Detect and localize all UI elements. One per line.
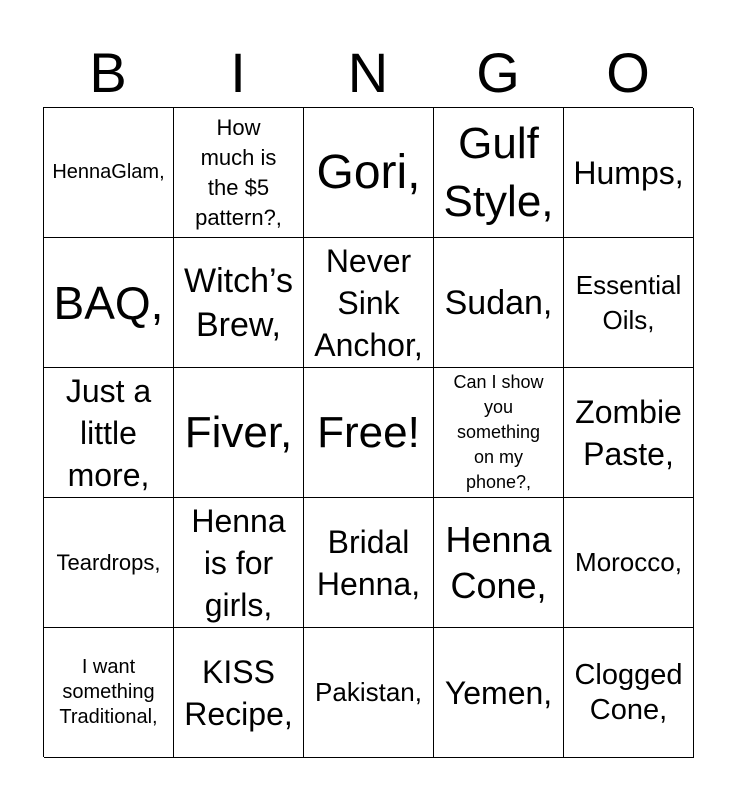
bingo-cell[interactable] — [564, 368, 694, 498]
bingo-cell[interactable] — [174, 628, 304, 758]
bingo-cell[interactable] — [44, 498, 174, 628]
cell-label: Henna Cone, — [445, 518, 552, 606]
cell-label: Witch’s Brew, — [184, 261, 293, 344]
cell-label: How much is the $5 pattern?, — [195, 114, 282, 230]
cell-label: KISS Recipe, — [184, 653, 293, 732]
bingo-cell[interactable] — [174, 108, 304, 238]
cell-label: Never Sink Anchor, — [314, 242, 423, 363]
header-letter-i: I — [230, 41, 246, 104]
bingo-cell[interactable] — [304, 238, 434, 368]
bingo-cell[interactable] — [564, 238, 694, 368]
cell-label: Essential Oils, — [575, 269, 682, 335]
bingo-cell[interactable] — [174, 368, 304, 498]
bingo-cell[interactable] — [44, 628, 174, 758]
cell-label: Zombie Paste, — [575, 393, 682, 472]
cell-label: Clogged Cone, — [574, 658, 683, 726]
bingo-board — [43, 107, 693, 757]
bingo-cell[interactable] — [44, 238, 174, 368]
bingo-cell[interactable] — [434, 108, 564, 238]
cell-label: Yemen, — [444, 674, 553, 711]
bingo-header — [43, 42, 693, 104]
cell-label: Fiver, — [184, 407, 293, 457]
bingo-cell[interactable] — [564, 628, 694, 758]
cell-label: HennaGlam, — [52, 161, 165, 183]
cell-label: Just a little more, — [65, 372, 152, 493]
header-letter-n: N — [347, 41, 389, 104]
bingo-cell[interactable] — [434, 238, 564, 368]
cell-label: I want something Traditional, — [59, 656, 158, 728]
cell-label: BAQ, — [53, 276, 164, 329]
cell-label: Bridal Henna, — [316, 523, 421, 602]
cell-label: Henna is for girls, — [191, 502, 286, 623]
cell-label: Pakistan, — [315, 677, 422, 707]
bingo-cell[interactable] — [44, 108, 174, 238]
bingo-cell[interactable] — [434, 368, 564, 498]
bingo-cell[interactable] — [304, 628, 434, 758]
bingo-cell[interactable] — [564, 108, 694, 238]
bingo-cell[interactable] — [304, 108, 434, 238]
header-letter-g: G — [476, 41, 520, 104]
free-space-label: Free! — [317, 407, 420, 457]
bingo-cell[interactable] — [434, 628, 564, 758]
bingo-cell[interactable] — [174, 238, 304, 368]
bingo-cell[interactable] — [174, 498, 304, 628]
cell-label: Teardrops, — [56, 549, 161, 575]
bingo-cell[interactable] — [434, 498, 564, 628]
bingo-cell[interactable] — [564, 498, 694, 628]
cell-label: Humps, — [573, 154, 684, 191]
header-letter-o: O — [606, 41, 650, 104]
cell-label: Can I show you something on my phone?, — [453, 372, 544, 492]
header-letter-b: B — [89, 41, 127, 104]
cell-label: Sudan, — [444, 283, 553, 322]
cell-label: Morocco, — [575, 547, 682, 577]
cell-label: Gulf Style, — [443, 118, 554, 226]
free-space-cell[interactable] — [304, 368, 434, 498]
bingo-cell[interactable] — [304, 498, 434, 628]
bingo-cell[interactable] — [44, 368, 174, 498]
cell-label: Gori, — [316, 145, 421, 199]
